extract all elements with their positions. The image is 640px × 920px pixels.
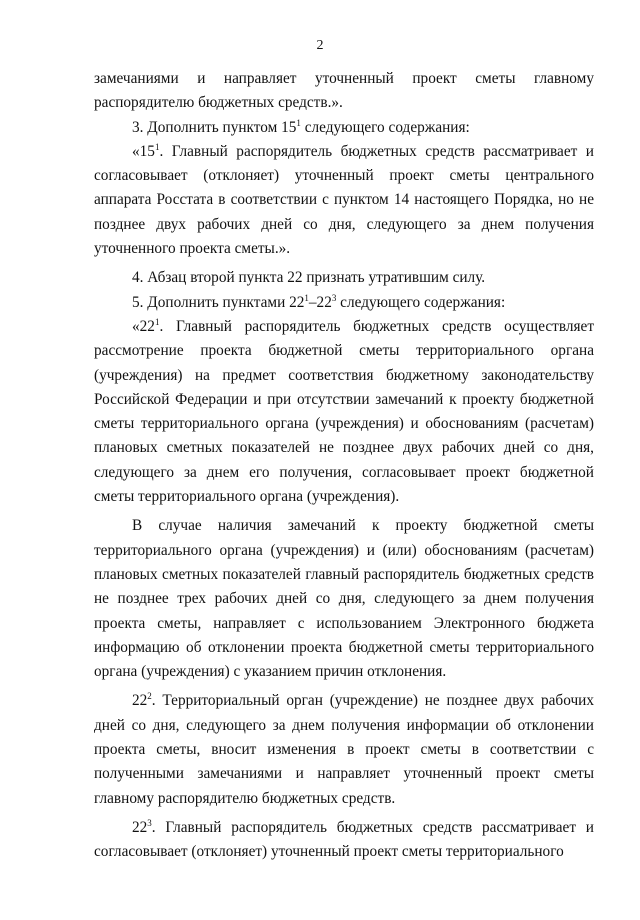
paragraph-continuation: замечаниями и направляет уточненный проект сметы главному распорядителю бюджетных средств.». bbox=[94, 70, 594, 112]
paragraph-item-5: 5. Дополнить пунктами $22^1-22^3$ следующего содержания: bbox=[132, 292, 506, 311]
paragraph-item-15-1: «$15^1$. Главный распорядитель бюджетных средств рассматривает и согласовывает (отклоняет) уточненный проект сметы центрального аппарата Росстата в соответствии с пунктом 14 настоящего Порядка, но не позднее двух рабочих дней со дня, следующего за днем получения уточненного проекта сметы.». bbox=[94, 141, 594, 258]
page-number: 2 bbox=[316, 38, 324, 53]
paragraph-item-4: 4. Абзац второй пункта 22 признать утратившим силу. bbox=[132, 269, 486, 287]
paragraph-item-22-2: $22^2$. Территориальный орган (учреждение) не позднее двух рабочих дней со дня, следующего за днем получения информации об отклонении проекта сметы, вносит изменения в проект сметы в соответствии с полученными замечаниями и направляет уточненный проект сметы главному распорядителю бюджетных средств. bbox=[94, 691, 594, 807]
paragraph-item-22-1: «$22^1$. Главный распорядитель бюджетных средств осуществляет рассмотрение проекта бюджетной сметы территориального органа (учреждения) на предмет соответствия бюджетному законодательству Российской Федерации и при отсутствии замечаний к проекту бюджетной сметы территориального органа (учреждения) и обоснованиям (расчетам) плановых сметных показателей не позднее двух рабочих дней со дня, следующего за днем его получения, согласовывает проект бюджетной сметы территориального органа (учреждения). bbox=[94, 316, 594, 506]
paragraph-item-22-3: $22^3$. Главный распорядитель бюджетных средств рассматривает и согласовывает (отклоняет) уточненный проект сметы территориального bbox=[94, 817, 594, 861]
paragraph-item-3: 3. Дополнить пунктом $15^1$ следующего содержания: bbox=[132, 117, 470, 136]
document-body bbox=[94, 67, 594, 865]
paragraph-rejection-case: В случае наличия замечаний к проекту бюджетной сметы территориального органа (учреждения) и (или) обоснованиям (расчетам) плановых сметных показателей главный распорядитель бюджетных средств не позднее трех рабочих дней со дня, следующего за днем получения проекта сметы, направляет с использованием Электронного бюджета информацию об отклонении проекта бюджетной сметы территориального органа (учреждения) с указанием причин отклонения. bbox=[94, 517, 594, 681]
